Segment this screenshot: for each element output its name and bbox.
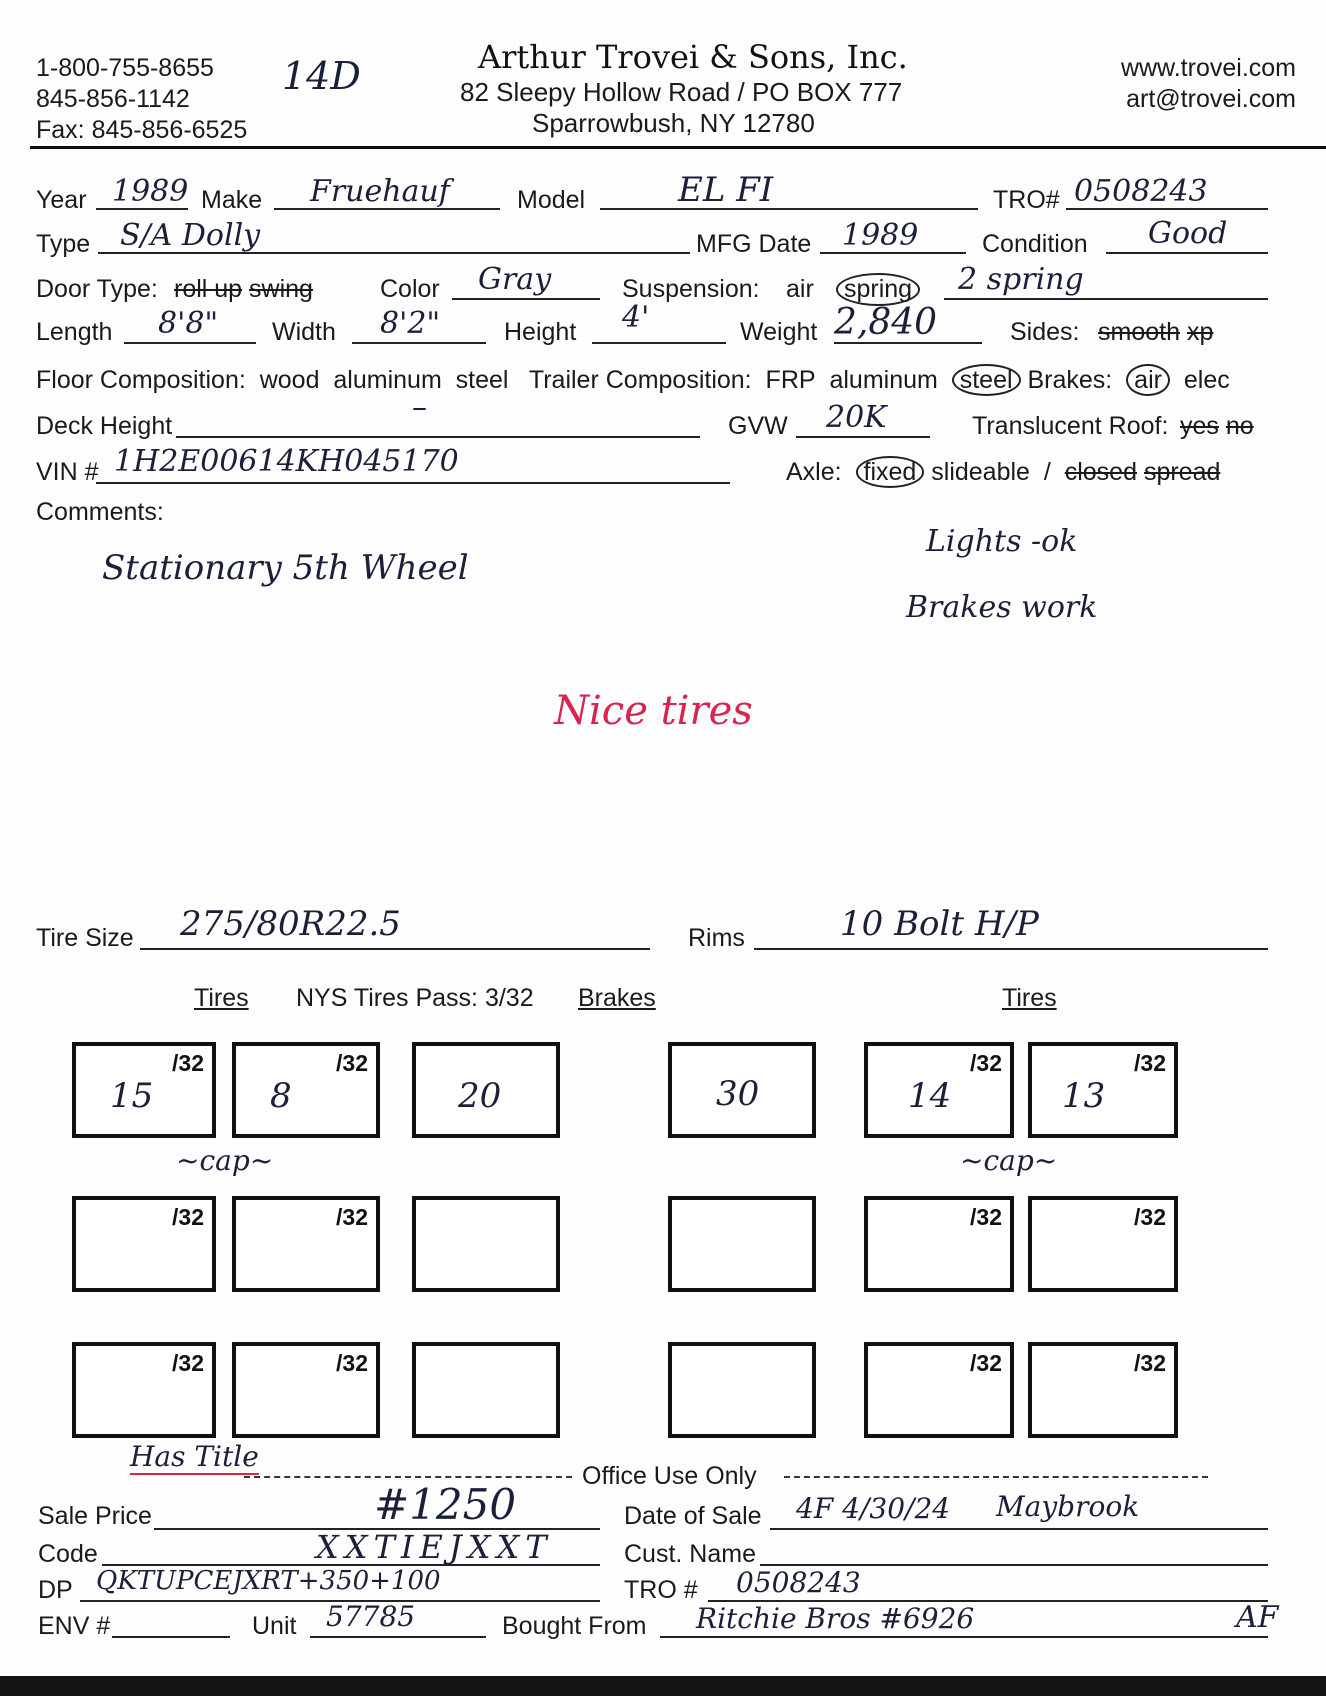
deck-height-value: – xyxy=(412,390,427,425)
unit-label: Unit xyxy=(252,1612,297,1640)
translucent-roof-label: Translucent Roof: xyxy=(972,412,1169,440)
tire-fraction: /32 xyxy=(336,1050,368,1076)
sale-price-label: Sale Price xyxy=(38,1502,152,1530)
tire-fraction: /32 xyxy=(336,1204,368,1230)
make-value: Fruehauf xyxy=(310,174,450,209)
tro-value: 0508243 xyxy=(1074,174,1208,209)
deck-height-label: Deck Height xyxy=(36,412,173,440)
brake-box-left-2[interactable] xyxy=(412,1196,560,1292)
axle-label: Axle: xyxy=(786,458,842,486)
height-label: Height xyxy=(504,318,577,346)
tire-box-left-4[interactable] xyxy=(232,1196,380,1292)
sides-smooth-option[interactable]: smooth xyxy=(1098,318,1180,346)
roof-yes-option[interactable]: yes xyxy=(1180,412,1219,440)
suspension-label: Suspension: xyxy=(622,275,760,303)
sale-price-value: #1250 xyxy=(374,1480,517,1529)
trailer-aluminum-option[interactable]: aluminum xyxy=(829,366,938,394)
condition-value: Good xyxy=(1148,216,1228,251)
tire-box-left-1[interactable] xyxy=(72,1042,216,1138)
color-label: Color xyxy=(380,275,440,303)
tire-fraction: /32 xyxy=(1134,1350,1166,1376)
brakes-label: Brakes: xyxy=(1027,366,1113,394)
rims-label: Rims xyxy=(688,924,745,952)
floor-label: Floor Composition: xyxy=(36,366,246,394)
model-value: EL FI xyxy=(678,170,774,210)
tire-box-right-5[interactable] xyxy=(864,1342,1014,1438)
door-type-label: Door Type: xyxy=(36,275,158,303)
vin-value: 1H2E00614KH045170 xyxy=(114,444,459,479)
bottom-edge xyxy=(0,1676,1326,1696)
height-value: 4' xyxy=(622,300,650,335)
bought-from-value: Ritchie Bros #6926 xyxy=(696,1602,975,1635)
comment-brakes: Brakes work xyxy=(906,590,1098,625)
tire-fraction: /32 xyxy=(172,1050,204,1076)
tire-box-right-6[interactable] xyxy=(1028,1342,1178,1438)
brake-box-left-3[interactable] xyxy=(412,1342,560,1438)
brakes-header: Brakes xyxy=(578,984,656,1012)
floor-steel-option[interactable]: steel xyxy=(455,366,509,394)
cap-note-right: ~cap~ xyxy=(960,1144,1058,1177)
make-label: Make xyxy=(201,186,263,214)
company-address-2: Sparrowbush, NY 12780 xyxy=(532,108,815,138)
office-use-only: Office Use Only xyxy=(582,1462,757,1490)
door-swing-option[interactable]: swing xyxy=(249,275,313,303)
year-value: 1989 xyxy=(112,174,189,209)
tire-tread-value: 13 xyxy=(1062,1076,1106,1116)
handwritten-mark: 14D xyxy=(282,54,361,98)
vin-label: VIN # xyxy=(36,458,99,486)
tire-box-left-6[interactable] xyxy=(232,1342,380,1438)
comment-stationary: Stationary 5th Wheel xyxy=(102,548,469,588)
comment-lights: Lights -ok xyxy=(926,524,1078,559)
tire-box-right-3[interactable] xyxy=(864,1196,1014,1292)
header-divider xyxy=(30,146,1326,149)
year-label: Year xyxy=(36,186,87,214)
tire-box-right-1[interactable] xyxy=(864,1042,1014,1138)
tire-fraction: /32 xyxy=(970,1050,1002,1076)
tire-tread-value: 14 xyxy=(908,1076,952,1116)
fax: Fax: 845-856-6525 xyxy=(36,116,248,144)
brake-box-left-1[interactable] xyxy=(412,1042,560,1138)
tire-fraction: /32 xyxy=(172,1204,204,1230)
cap-note-left: ~cap~ xyxy=(176,1144,274,1177)
mfg-date-label: MFG Date xyxy=(696,230,812,258)
code-value: XXTIEJXXT xyxy=(316,1528,553,1566)
cust-name-label: Cust. Name xyxy=(624,1540,756,1568)
color-value: Gray xyxy=(478,262,552,297)
phone-2: 845-856-1142 xyxy=(36,85,190,113)
axle-closed-option[interactable]: closed xyxy=(1064,458,1137,486)
tro-label: TRO# xyxy=(993,186,1060,214)
brake-box-right-1[interactable] xyxy=(668,1042,816,1138)
length-label: Length xyxy=(36,318,113,346)
tire-box-left-5[interactable] xyxy=(72,1342,216,1438)
env-label: ENV # xyxy=(38,1612,111,1640)
tire-box-right-2[interactable] xyxy=(1028,1042,1178,1138)
tire-fraction: /32 xyxy=(970,1350,1002,1376)
tire-fraction: /32 xyxy=(172,1350,204,1376)
weight-value: 2,840 xyxy=(834,302,938,343)
type-value: S/A Dolly xyxy=(120,218,261,253)
length-value: 8'8" xyxy=(158,306,219,341)
rims-value: 10 Bolt H/P xyxy=(840,904,1039,944)
model-label: Model xyxy=(517,186,586,214)
email: art@trovei.com xyxy=(1126,85,1296,113)
door-rollup-option[interactable]: roll up xyxy=(174,275,243,303)
dp-label: DP xyxy=(38,1576,73,1604)
website: www.trovei.com xyxy=(1120,54,1296,82)
tire-box-left-3[interactable] xyxy=(72,1196,216,1292)
gvw-value: 20K xyxy=(826,400,887,435)
date-of-sale-label: Date of Sale xyxy=(624,1502,762,1530)
axle-spread-option[interactable]: spread xyxy=(1143,458,1221,486)
tire-fraction: /32 xyxy=(1134,1050,1166,1076)
comment-nice-tires: Nice tires xyxy=(554,688,753,734)
bought-from-label: Bought From xyxy=(502,1612,647,1640)
sides-xp-option[interactable]: xp xyxy=(1186,318,1214,346)
tire-size-value: 275/80R22.5 xyxy=(180,904,401,944)
floor-aluminum-option[interactable]: aluminum xyxy=(333,366,442,394)
axle-slideable-option[interactable]: slideable xyxy=(931,458,1030,486)
width-value: 8'2" xyxy=(380,306,441,341)
tires-left-header: Tires xyxy=(194,984,249,1012)
has-title-note: Has Title xyxy=(130,1440,259,1473)
trailer-label: Trailer Composition: xyxy=(528,366,752,394)
width-label: Width xyxy=(272,318,336,346)
tire-fraction: /32 xyxy=(970,1204,1002,1230)
company-name: Arthur Trovei & Sons, Inc. xyxy=(478,38,908,76)
condition-label: Condition xyxy=(982,230,1088,258)
brake-box-right-2[interactable] xyxy=(668,1196,816,1292)
trailer-frp-option[interactable]: FRP xyxy=(765,366,816,394)
date-of-sale-value: 4F 4/30/24 xyxy=(796,1492,951,1525)
axle-fixed-option[interactable]: fixed xyxy=(856,456,925,488)
code-label: Code xyxy=(38,1540,98,1568)
brake-value: 30 xyxy=(716,1074,760,1114)
tire-tread-value: 15 xyxy=(110,1076,154,1116)
suspension-spring-option[interactable]: spring xyxy=(836,273,920,306)
tire-box-right-4[interactable] xyxy=(1028,1196,1178,1292)
unit-value: 57785 xyxy=(326,1600,416,1633)
brakes-elec-option[interactable]: elec xyxy=(1183,366,1230,394)
tire-tread-value: 8 xyxy=(270,1076,292,1116)
floor-wood-option[interactable]: wood xyxy=(259,366,320,394)
gvw-label: GVW xyxy=(728,412,788,440)
brake-box-right-3[interactable] xyxy=(668,1342,816,1438)
company-address-1: 82 Sleepy Hollow Road / PO BOX 777 xyxy=(460,77,903,107)
suspension-air-option[interactable]: air xyxy=(786,275,814,303)
sale-location: Maybrook xyxy=(996,1490,1140,1523)
suspension-note: 2 spring xyxy=(958,262,1084,297)
phone-1: 1-800-755-8655 xyxy=(36,54,214,82)
weight-label: Weight xyxy=(740,318,818,346)
mfg-date-value: 1989 xyxy=(842,218,919,253)
axle-separator: / xyxy=(1043,458,1051,486)
nys-tires-pass: NYS Tires Pass: 3/32 xyxy=(296,984,534,1012)
tire-fraction: /32 xyxy=(1134,1204,1166,1230)
tires-right-header: Tires xyxy=(1002,984,1057,1012)
type-label: Type xyxy=(36,230,91,258)
sides-label: Sides: xyxy=(1010,318,1080,346)
tro2-value: 0508243 xyxy=(736,1566,861,1599)
tire-fraction: /32 xyxy=(336,1350,368,1376)
dp-value: QKTUPCEJXRT+350+100 xyxy=(96,1566,441,1596)
brakes-air-option[interactable]: air xyxy=(1126,364,1170,396)
tire-size-label: Tire Size xyxy=(36,924,134,952)
tro2-label: TRO # xyxy=(624,1576,698,1604)
tire-box-left-2[interactable] xyxy=(232,1042,380,1138)
brake-value: 20 xyxy=(458,1076,502,1116)
roof-no-option[interactable]: no xyxy=(1225,412,1254,440)
trailer-steel-option[interactable]: steel xyxy=(952,364,1021,396)
comments-label: Comments: xyxy=(36,498,164,526)
initials: AF xyxy=(1236,1600,1279,1635)
